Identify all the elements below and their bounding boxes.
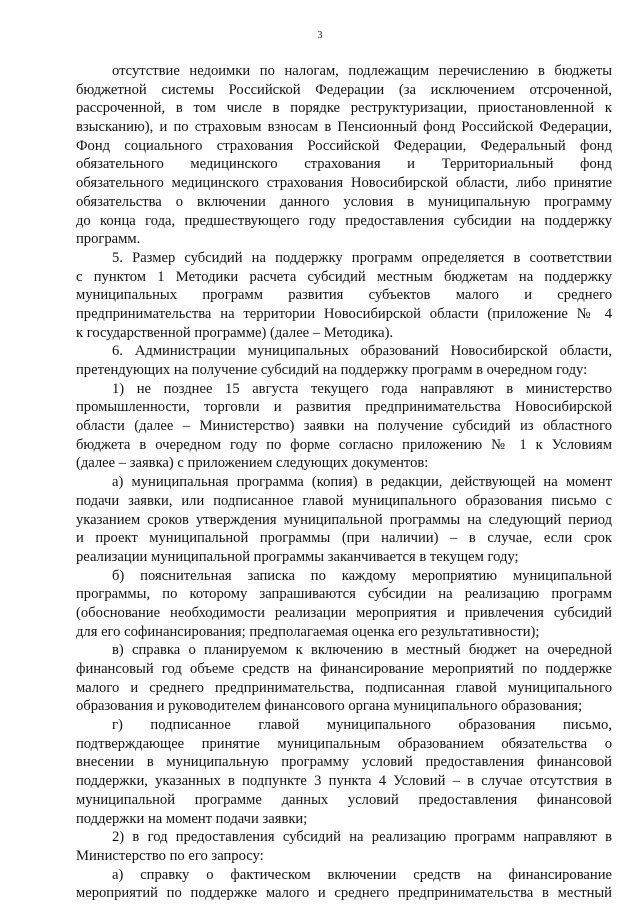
text-line: бюджетной системы Российской Федерации (за исключением отсроченной, [76, 81, 612, 98]
text-line: с пунктом 1 Методики расчета субсидий местным бюджетам на поддержку [76, 268, 612, 285]
text-line: отсутствие недоимки по налогам, подлежащим перечислению в бюджеты [112, 63, 612, 79]
text-line: подачи заявки, или подписанное главой муниципального образования письмо с [76, 492, 612, 509]
text-line: и проект муниципальной программы (при наличии) – в случае, если срок [76, 530, 612, 547]
text-line: муниципальной программе данных условий предоставления финансовой [76, 791, 612, 808]
text-line: для его софинансирования; предполагаемая оценка его результативности); [76, 623, 540, 640]
text-line: обязательства о включении данного условия в муниципальную программу [76, 193, 612, 210]
text-line: Фонд социального страхования Российской Федерации, Федеральный фонд [76, 137, 612, 154]
text-line: обязательного медицинского страхования Новосибирской области, либо принятие [76, 175, 612, 192]
text-line: а) муниципальная программа (копия) в редакции, действующей на момент [112, 474, 612, 491]
text-line: предпринимательства на территории Новосибирской области (приложение № 4 [76, 305, 612, 322]
text-line: а) справку о фактическом включении средств на финансирование [112, 866, 612, 883]
document-body [76, 62, 612, 903]
text-line: области (далее – Министерство) заявки на получение субсидий из областного [76, 418, 612, 435]
page-number: 3 [317, 30, 323, 41]
text-line: 1) не позднее 15 августа текущего года направляют в министерство [112, 380, 612, 397]
text-block [76, 62, 612, 903]
text-line: реализации муниципальной программы заканчивается в текущем году; [76, 548, 519, 565]
text-line: указанием сроков утверждения муниципальной программы на следующий период [76, 511, 612, 528]
text-line: финансовый год объеме средств на финансирование мероприятий по поддержке [76, 661, 612, 677]
text-line: 5. Размер субсидий на поддержку программ определяется в соответствии [112, 249, 612, 266]
text-line: поддержки на момент подачи заявки; [76, 810, 308, 827]
text-line: претендующих на получение субсидий на поддержку программ в очередном году: [76, 362, 588, 378]
text-line: малого и среднего предпринимательства, подписанная главой муниципального [76, 679, 612, 696]
text-line: взысканию), и по страховым взносам в Пенсионный фонд Российской Федерации, [76, 119, 612, 136]
text-line: промышленности, торговли и развития предпринимательства Новосибирской [76, 399, 612, 416]
text-line: рассроченной, в том числе в порядке реструктуризации, приостановленной к [76, 100, 612, 117]
text-line: образования и руководителем финансового органа муниципального образования; [76, 698, 583, 715]
text-line: к государственной программе) (далее – Методика). [76, 324, 394, 341]
text-line: (обоснование необходимости реализации мероприятия и привлечения субсидий [76, 604, 612, 621]
text-line: внесении в муниципальную программу условий предоставления финансовой [76, 754, 612, 771]
text-line: подтверждающее принятие муниципальным образованием обязательства о [76, 735, 612, 752]
text-line: программы, по которому запрашиваются субсидии на реализацию программ [76, 586, 612, 603]
text-line: г) подписанное главой муниципального образования письмо, [112, 717, 612, 734]
text-line: муниципальных программ развития субъектов малого и среднего [76, 287, 612, 304]
text-line: мероприятий по поддержке малого и среднего предпринимательства в местный [76, 885, 612, 902]
text-line: (далее – заявка) с приложением следующих документов: [76, 455, 429, 472]
text-line: 2) в год предоставления субсидий на реализацию программ направляют в [112, 829, 612, 846]
text-line: до конца года, предшествующего году предоставления субсидии на поддержку [76, 212, 612, 229]
text-line: Министерство по его запросу: [76, 847, 264, 864]
text-line: бюджета в очередном году по форме согласно приложению № 1 к Условиям [76, 436, 612, 453]
text-line: программ. [76, 231, 141, 248]
text-line: б) пояснительная записка по каждому мероприятию муниципальной [112, 567, 612, 584]
text-line: 6. Администрации муниципальных образований Новосибирской области, [112, 343, 612, 360]
text-line: обязательного медицинского страхования и Территориальный фонд [76, 156, 612, 173]
text-line: поддержки, указанных в подпункте 3 пункта 4 Условий – в случае отсутствия в [76, 773, 612, 790]
text-line: в) справка о планируемом к включению в местный бюджет на очередной [112, 642, 612, 659]
